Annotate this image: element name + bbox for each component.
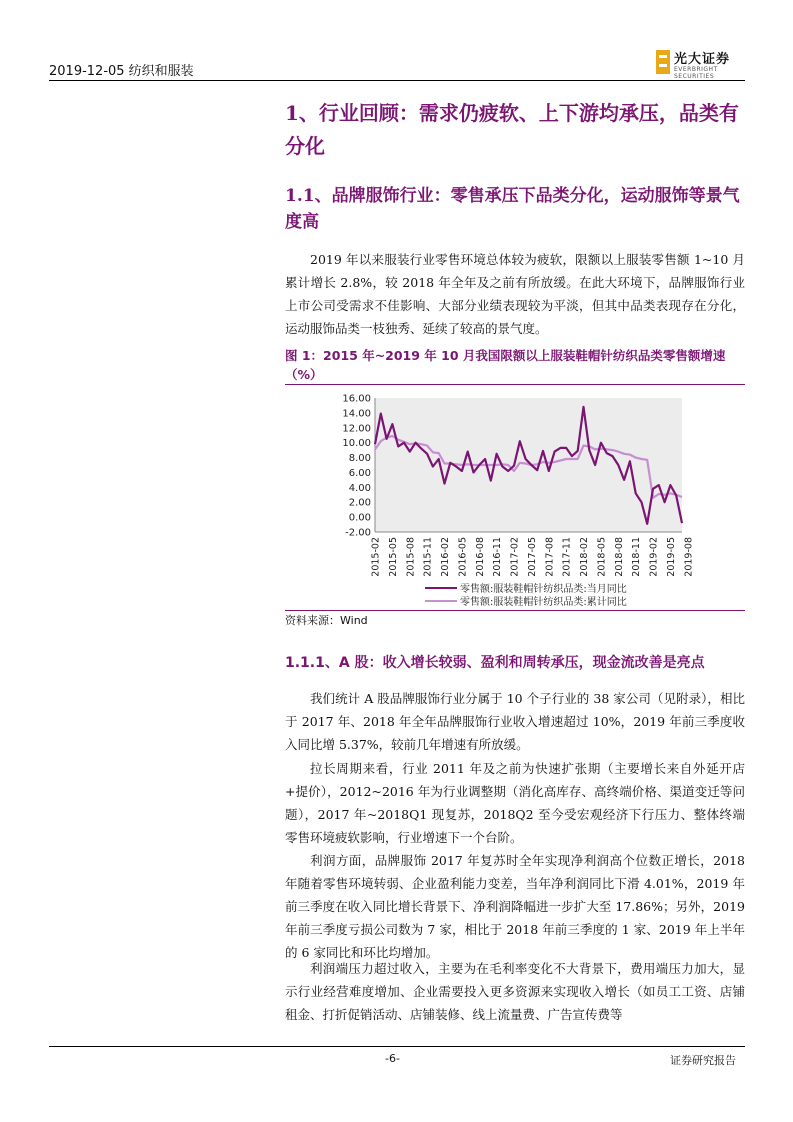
figure-title: 图 1：2015 年~2019 年 10 月我国限额以上服装鞋帽针纺织品类零售额增速（%）: [285, 348, 726, 382]
x-tick-label: 2018-02: [579, 537, 591, 577]
x-tick-label: 2015-11: [422, 537, 434, 577]
body-paragraph: 我们统计 A 股品牌服饰行业分属于 10 个子行业的 38 家公司（见附录），相比于 2017 年、2018 年全年品牌服饰行业收入增速超过 10%，2019 年前三季度收入同比增 5.37%，较前几年增速有所放缓。: [285, 691, 745, 752]
figure-top-rule: [285, 384, 745, 385]
legend-label: 零售额:服装鞋帽针纺织品类:当月同比: [460, 584, 627, 595]
logo-text: 光大证券: [674, 52, 731, 67]
body-paragraph: 拉长周期来看，行业 2011 年及之前为快速扩张期（主要增长来自外延开店+提价），2012~2016 年为行业调整期（消化高库存、高终端价格、渠道变迁等问题），2017 年~2018Q1 现复苏，2018Q2 至今受宏观经济下行压力、整体终端零售环境疲软影响，行业增速下一个台阶。: [285, 761, 745, 845]
x-tick-label: 2017-05: [526, 537, 538, 577]
y-tick-label: 2.00: [348, 497, 371, 509]
x-tick-label: 2016-08: [474, 537, 486, 577]
x-tick-label: 2017-11: [561, 537, 573, 577]
report-type: 证券研究报告: [670, 1054, 736, 1067]
logo-mark-icon: [656, 50, 670, 74]
y-tick-label: 14.00: [342, 408, 371, 420]
section-heading-2: 1.1、品牌服饰行业：零售承压下品类分化，运动服饰等景气度高: [285, 186, 740, 232]
section-heading-3: 1.1.1、A 股：收入增长较弱、盈利和周转承压，现金流改善是亮点: [285, 655, 705, 671]
x-tick-label: 2016-02: [440, 537, 452, 577]
section-heading-1: 1、行业回顾：需求仍疲软、上下游均承压，品类有分化: [285, 101, 739, 158]
y-tick-label: 16.00: [342, 393, 371, 405]
y-tick-label: 8.00: [348, 453, 371, 465]
x-tick-label: 2017-02: [509, 537, 521, 577]
x-tick-label: 2019-05: [665, 537, 677, 577]
y-tick-label: 6.00: [348, 467, 371, 479]
header-rule: [49, 80, 745, 81]
x-tick-label: 2019-08: [683, 537, 695, 577]
line-chart: [285, 386, 745, 608]
x-tick-label: 2017-08: [544, 537, 556, 577]
y-tick-label: 10.00: [342, 438, 371, 450]
logo-subtext: EVERBRIGHT SECURITIES: [674, 66, 718, 80]
x-tick-label: 2018-08: [613, 537, 625, 577]
x-tick-label: 2018-11: [631, 537, 643, 577]
x-tick-label: 2016-11: [492, 537, 504, 577]
legend-label: 零售额:服装鞋帽针纺织品类:累计同比: [460, 597, 627, 608]
figure-bottom-rule: [285, 610, 745, 611]
x-tick-label: 2015-05: [387, 537, 399, 577]
x-tick-label: 2016-05: [457, 537, 469, 577]
figure-source: 资料来源：Wind: [285, 614, 368, 627]
x-tick-label: 2015-08: [405, 537, 417, 577]
x-tick-label: 2015-02: [370, 537, 382, 577]
y-tick-label: 4.00: [348, 482, 371, 494]
y-tick-label: 0.00: [348, 512, 371, 524]
intro-paragraph: 2019 年以来服装行业零售环境总体较为疲软，限额以上服装零售额 1~10 月累计增长 2.8%，较 2018 年全年及之前有所放缓。在此大环境下，品牌服饰行业上市公司受需求不佳影响、大部分业绩表现较为平淡，但其中品类表现存在分化，运动服饰品类一枝独秀、延续了较高的景气度。: [285, 252, 745, 336]
y-tick-label: 12.00: [342, 423, 371, 435]
company-logo: [656, 46, 752, 80]
body-paragraph: 利润端压力超过收入，主要为在毛利率变化不大背景下，费用端压力加大，显示行业经营难度增加、企业需要投入更多资源来实现收入增长（如员工工资、店铺租金、打折促销活动、店铺装修、线上流量费、广告宣传费等: [285, 961, 745, 1022]
header-date-section: 2019-12-05 纺织和服装: [49, 64, 194, 79]
body-paragraph: 利润方面，品牌服饰 2017 年复苏时全年实现净利润高个位数正增长，2018 年随着零售环境转弱、企业盈利能力变差，当年净利润同比下滑 4.01%，2019 年前三季度在收入同比增长背景下、净利润降幅进一步扩大至 17.86%；另外，2019 年前三季度亏损公司数为 7 家，相比于 2018 年前三季度的 1 家、2019 年上半年的 6 家同比和环比均增加。: [285, 853, 745, 960]
x-tick-label: 2019-02: [648, 537, 660, 577]
footer-rule: [49, 1046, 745, 1047]
page-number: -6-: [385, 1052, 400, 1065]
y-tick-label: -2.00: [345, 527, 371, 539]
x-tick-label: 2018-05: [596, 537, 608, 577]
